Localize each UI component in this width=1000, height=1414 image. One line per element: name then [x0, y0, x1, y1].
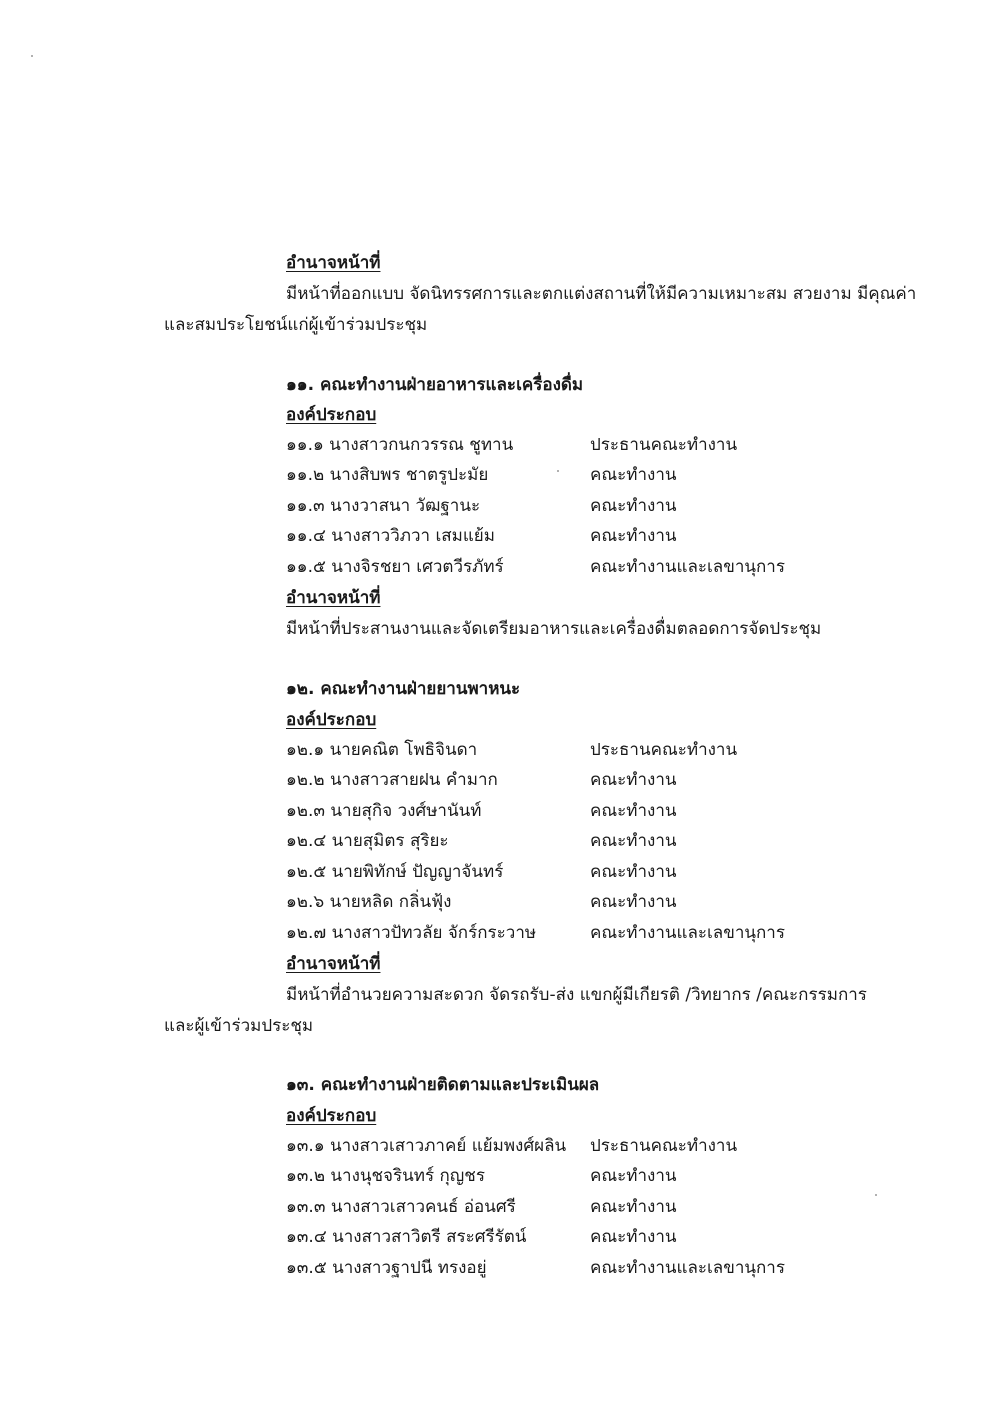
member-row — [286, 829, 846, 853]
member-role: คณะทำงาน — [590, 496, 677, 516]
member-name: ๑๒.๗ นางสาวปัทวลัย จักร์กระวาษ — [286, 923, 537, 943]
member-row — [286, 768, 846, 792]
section-13-title: ๑๓. คณะทำงานฝ่ายติดตามและประเมินผล — [286, 1075, 600, 1095]
member-role: คณะทำงาน — [590, 1166, 677, 1186]
member-row — [286, 921, 846, 945]
intro-duty-line-1: มีหน้าที่ออกแบบ จัดนิทรรศการและตกแต่งสถานที่ให้มีความเหมาะสม สวยงาม มีคุณค่า — [286, 284, 917, 304]
member-row — [286, 860, 846, 884]
member-row — [286, 1195, 846, 1219]
member-role: คณะทำงาน — [590, 1197, 677, 1217]
member-role: คณะทำงาน — [590, 862, 677, 882]
member-name: ๑๒.๒ นางสาวสายฝน คำมาก — [286, 770, 498, 790]
section-11-members-heading: องค์ประกอบ — [286, 405, 377, 425]
member-role: คณะทำงาน — [590, 831, 677, 851]
member-role: คณะทำงาน — [590, 892, 677, 912]
section-11-authority-heading: อำนาจหน้าที่ — [286, 588, 381, 608]
member-row — [286, 890, 846, 914]
member-role: คณะทำงาน — [590, 770, 677, 790]
section-12-members-heading: องค์ประกอบ — [286, 710, 377, 730]
member-row — [286, 799, 846, 823]
member-row — [286, 1256, 846, 1280]
intro-duty-line-2: และสมประโยชน์แก่ผู้เข้าร่วมประชุม — [164, 315, 428, 335]
section-12-authority-heading: อำนาจหน้าที่ — [286, 954, 381, 974]
section-11-title: ๑๑. คณะทำงานฝ่ายอาหารและเครื่องดื่ม — [286, 375, 584, 395]
section-12-duty-line-2: และผู้เข้าร่วมประชุม — [164, 1016, 314, 1036]
member-name: ๑๑.๔ นางสาววิภวา เสมแย้ม — [286, 526, 495, 546]
member-name: ๑๓.๕ นางสาวฐาปนี ทรงอยู่ — [286, 1258, 487, 1278]
member-row — [286, 555, 846, 579]
member-name: ๑๒.๓ นายสุกิจ วงศ์ษานันท์ — [286, 801, 482, 821]
section-12-title: ๑๒. คณะทำงานฝ่ายยานพาหนะ — [286, 679, 521, 699]
member-row — [286, 433, 846, 457]
member-name: ๑๒.๕ นายพิทักษ์ ปัญญาจันทร์ — [286, 862, 504, 882]
member-name: ๑๑.๓ นางวาสนา วัฒฐานะ — [286, 496, 481, 516]
member-role: คณะทำงาน — [590, 465, 677, 485]
member-role: คณะทำงาน — [590, 526, 677, 546]
member-row — [286, 1164, 846, 1188]
member-role: ประธานคณะทำงาน — [590, 1136, 738, 1156]
member-row — [286, 1134, 846, 1158]
member-name: ๑๑.๒ นางสิบพร ชาตรูปะมัย — [286, 465, 489, 485]
member-name: ๑๑.๑ นางสาวกนกวรรณ ชูทาน — [286, 435, 514, 455]
member-role: คณะทำงาน — [590, 1227, 677, 1247]
member-row — [286, 524, 846, 548]
member-name: ๑๓.๑ นางสาวเสาวภาคย์ แย้มพงศ์ผลิน — [286, 1136, 567, 1156]
member-name: ๑๓.๔ นางสาวสาวิตรี สระศรีรัตน์ — [286, 1227, 527, 1247]
member-row — [286, 738, 846, 762]
member-row — [286, 463, 846, 487]
member-role: คณะทำงานและเลขานุการ — [590, 557, 785, 577]
member-row — [286, 1225, 846, 1249]
member-role: คณะทำงานและเลขานุการ — [590, 923, 785, 943]
member-name: ๑๑.๕ นางจิรชยา เศวตวีรภัทร์ — [286, 557, 504, 577]
member-role: คณะทำงานและเลขานุการ — [590, 1258, 785, 1278]
section-13-members-heading: องค์ประกอบ — [286, 1106, 377, 1126]
member-role: คณะทำงาน — [590, 801, 677, 821]
scan-speck — [31, 55, 33, 57]
scan-speck — [875, 1194, 877, 1196]
member-role: ประธานคณะทำงาน — [590, 740, 738, 760]
intro-authority-heading: อำนาจหน้าที่ — [286, 253, 381, 273]
member-name: ๑๒.๔ นายสุมิตร สุริยะ — [286, 831, 449, 851]
member-name: ๑๓.๓ นางสาวเสาวคนธ์ อ่อนศรี — [286, 1197, 516, 1217]
member-name: ๑๒.๑ นายคณิต โพธิจินดา — [286, 740, 478, 760]
member-row — [286, 494, 846, 518]
member-role: ประธานคณะทำงาน — [590, 435, 738, 455]
member-name: ๑๒.๖ นายหลิด กลิ่นฟุ้ง — [286, 892, 452, 912]
section-12-duty-line-1: มีหน้าที่อำนวยความสะดวก จัดรถรับ-ส่ง แขกผู้มีเกียรติ /วิทยากร /คณะกรรมการ — [286, 985, 867, 1005]
section-11-duty-line-1: มีหน้าที่ประสานงานและจัดเตรียมอาหารและเครื่องดื่มตลอดการจัดประชุม — [286, 619, 822, 639]
member-name: ๑๓.๒ นางนุชจรินทร์ กุญชร — [286, 1166, 485, 1186]
